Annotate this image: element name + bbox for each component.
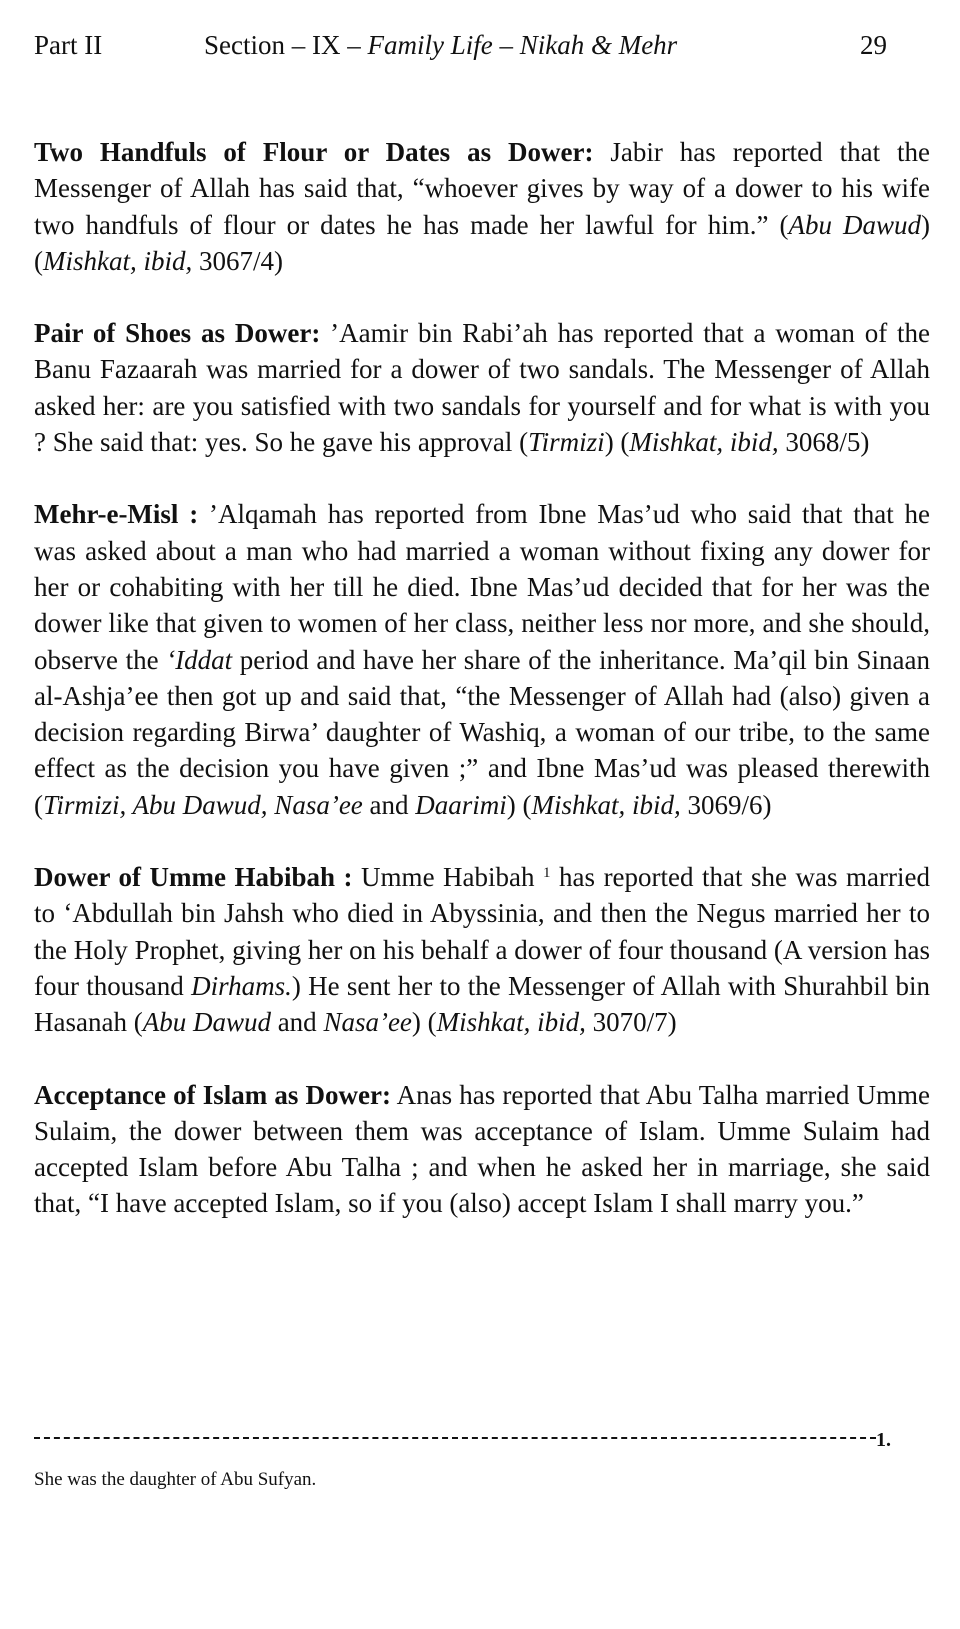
entry-text: Umme Habibah — [352, 862, 544, 893]
citation: Mishkat, ibid, — [531, 789, 681, 820]
entry-heading: Acceptance of Islam as Dower: — [34, 1079, 391, 1110]
entry-text: period and have her share of the inheritance. Ma’qil bin Sinaan al-Ashja’ee then got up and said that, “the Messenger of Allah had (also) given a decision regarding Birwa’ daughter of Washiq, a woman of our tribe, to the same effect as the decision you have given ;” and Ibne Mas’ud was pleased therewith ( — [34, 644, 931, 820]
section-prefix: Section – IX – — [204, 30, 368, 60]
section-subtitle: Family Life – Nikah & Mehr — [367, 30, 678, 60]
citation-number: 3069/6) — [680, 789, 772, 820]
entry-text: has reported that she was married to ‘Abdullah bin Jahsh who died in Abyssinia, and then the Negus married her to the Holy Prophet, giving her on his behalf a dower of four thousand (A version has four thousand — [34, 862, 930, 1001]
citation-and: and — [270, 1007, 324, 1038]
entry-umme-habibah — [34, 859, 930, 1040]
citation: Tirmizi, Abu Dawud, Nasa’ee — [43, 789, 363, 820]
entry-text: ) He sent her to the Messenger of Allah with Shurahbil bin Hasanah ( — [34, 970, 930, 1038]
dashed-rule — [34, 1437, 876, 1441]
italic-term: ‘Iddat — [166, 644, 233, 675]
citation: Abu Dawud — [788, 209, 922, 240]
citation-separator: ) ( — [604, 427, 630, 458]
citation-separator: ) ( — [506, 789, 532, 820]
citation: Mishkat, ibid, — [629, 427, 779, 458]
entry-heading: Pair of Shoes as Dower: — [34, 318, 321, 349]
citation-number: 3067/4) — [192, 245, 283, 276]
citation-separator: ) ( — [411, 1007, 437, 1038]
entry-text: ’Alqamah has reported from Ibne Mas’ud who said that that he was asked about a man who had married a woman without fixing any dower for her or cohabiting with her till he died. Ibne Mas’ud decided that for her was the dower like that given to women of her class, neither less nor more, and she should, observe the — [34, 499, 930, 675]
citation: Abu Dawud — [142, 1007, 271, 1038]
entry-text: ’Aamir bin Rabi’ah has reported that a woman of the Banu Fazaarah was married for a dower of two sandals. The Messenger of Allah asked her: are you satisfied with two sandals for yourself and for what is with you ? She said that: yes. So he gave his approval ( — [34, 318, 931, 458]
page-body — [34, 134, 930, 1258]
citation-number: 3068/5) — [778, 427, 870, 458]
entry-text: Anas has reported that Abu Talha married Umme Sulaim, the dower between them was acceptance of Islam. Umme Sulaim had accepted Islam before Abu Talha ; and when he asked her in marriage, she said that, “I have accepted Islam, so if you (also) accept Islam I shall marry you.” — [34, 1079, 931, 1219]
citation-and: and — [362, 789, 416, 820]
italic-term: Dirhams. — [191, 970, 292, 1001]
citation: Mishkat, ibid, — [436, 1007, 586, 1038]
citation: Nasa’ee — [323, 1007, 412, 1038]
entry-flour-dates — [34, 134, 930, 279]
page-number: 29 — [860, 30, 887, 60]
entry-heading: Two Handfuls of Flour or Dates as Dower: — [34, 137, 594, 167]
footnote-marker: 1 — [543, 865, 551, 882]
entry-text: Jabir has reported that the Messenger of Allah has said that, “whoever gives by way of a dower to his wife two handfuls of flour or dates he has made her lawful for him.” ( — [34, 137, 930, 240]
citation: Mishkat, ibid, — [43, 245, 193, 276]
citation: Daarimi — [415, 789, 507, 820]
footnote-number: 1. — [876, 1429, 891, 1451]
part-label: Part II — [34, 30, 103, 60]
section-title — [204, 28, 677, 62]
entry-heading: Mehr-e-Misl : — [34, 499, 199, 530]
citation-separator: ) ( — [34, 209, 931, 276]
page-header — [34, 28, 894, 62]
citation: Tirmizi — [528, 427, 605, 458]
footnote-separator — [34, 1428, 930, 1452]
entry-islam-dower — [34, 1077, 930, 1222]
entry-heading: Dower of Umme Habibah : — [34, 862, 353, 893]
footnote-text: She was the daughter of Abu Sufyan. — [34, 1469, 317, 1490]
entry-shoes — [34, 315, 930, 460]
citation-number: 3070/7) — [585, 1007, 677, 1038]
entry-mehr-e-misl — [34, 496, 930, 823]
